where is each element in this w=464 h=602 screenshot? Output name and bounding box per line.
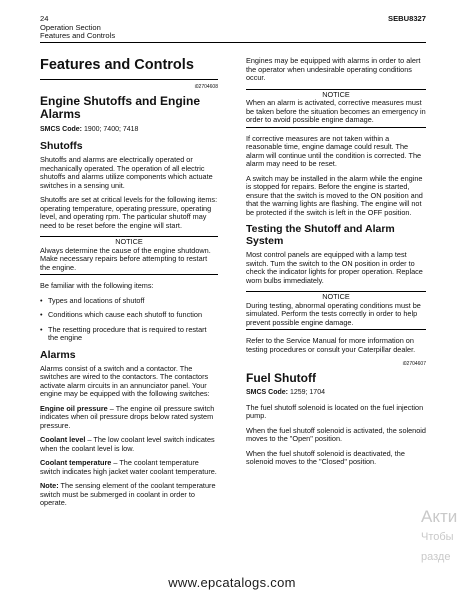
paragraph: When the fuel shutoff solenoid is activated, the solenoid moves to the "Open" position. xyxy=(246,425,426,443)
definition-oil-pressure xyxy=(40,405,218,431)
title-rule xyxy=(40,79,218,80)
paragraph: Be familiar with the following items: xyxy=(40,281,154,290)
activation-watermark xyxy=(421,506,464,567)
paragraph: When the fuel shutoff solenoid is deactivated, the solenoid moves to the "Closed" position. xyxy=(246,448,405,466)
list-item: • Conditions which cause each shutoff to function xyxy=(40,311,218,320)
definition: – The coolant temperature switch indicates high jacket water coolant temperature. xyxy=(40,458,217,476)
header-rule xyxy=(40,42,426,43)
left-column xyxy=(40,57,218,514)
notice-text: Always determine the cause of the engine shutdown. Make necessary repairs before attempting to restart the engine. xyxy=(40,245,211,272)
watermark-line: разде xyxy=(421,551,451,563)
heading-alarms: Alarms xyxy=(40,348,76,361)
paragraph: Refer to the Service Manual for more information on testing procedures or consult your Caterpillar dealer. xyxy=(246,336,416,354)
note-text: The sensing element of the coolant temperature switch must be submerged in coolant in order to operate. xyxy=(40,481,216,507)
notice-box xyxy=(246,89,426,128)
page-number: 24 xyxy=(40,14,49,23)
smcs-label: SMCS Code: xyxy=(246,389,288,396)
notice-title: NOTICE xyxy=(115,237,143,246)
paragraph: Most control panels are equipped with a lamp test switch. Turn the switch to the ON position in order to check the indicator lights for proper operation. Replace worn bulbs immediately. xyxy=(246,250,423,285)
paragraph: The fuel shutoff solenoid is located on the fuel injection pump. xyxy=(246,402,424,420)
definition: – The engine oil pressure switch indicates when oil pressure drops below rated system pressure. xyxy=(40,403,215,430)
note-label: Note: xyxy=(40,481,59,490)
footer-url[interactable]: www.epcatalogs.com xyxy=(168,575,296,590)
page-header xyxy=(40,15,115,41)
watermark-line: Акти xyxy=(421,507,458,526)
notice-title: NOTICE xyxy=(322,292,350,301)
section-title: Operation Section xyxy=(40,22,101,32)
list-item: • The resetting procedure that is required to restart the engine xyxy=(40,326,218,343)
bullet-list xyxy=(40,297,218,343)
notice-box xyxy=(40,236,218,275)
paragraph: Engines may be equipped with alarms in order to alert the operator when undesirable operating conditions occur. xyxy=(246,56,421,82)
ref-code: i02704607 xyxy=(402,361,426,367)
definition-coolant-level xyxy=(40,436,218,453)
list-item: • Types and locations of shutoff xyxy=(40,297,218,306)
heading-shutoffs: Shutoffs xyxy=(40,140,83,152)
right-column xyxy=(246,57,426,473)
paragraph: Alarms consist of a switch and a contactor. The switches are wired to the contactors. The contactors activate alarm circuits in an annunciator panel. Your engine may be equipped with the following switches: xyxy=(40,363,210,398)
watermark-line: Чтобы xyxy=(421,531,454,543)
paragraph: Shutoffs are set at critical levels for the following items: operating temperature, operating pressure, operating level, and operating rpm. The particular shutoff may need to be reset before the engine will start. xyxy=(40,195,218,230)
subsection-title: Features and Controls xyxy=(40,31,116,41)
heading-fuel-shutoff: Fuel Shutoff xyxy=(246,370,316,385)
paragraph: A switch may be installed in the alarm while the engine is stopped for repairs. Before the engine is started, ensure that the switch is moved to the ON position and that the warning lights are flashing. The engine will not be protected if the switch is left in the OFF position. xyxy=(246,173,423,217)
paragraph: Shutoffs and alarms are electrically operated or mechanically operated. The operation of all electric shutoffs and alarms utilize components which actuate switches in a sensing unit. xyxy=(40,155,213,190)
term: Coolant level xyxy=(40,435,86,444)
heading-engine-shutoffs: Engine Shutoffs and Engine Alarms xyxy=(40,93,200,121)
definition-coolant-temperature xyxy=(40,459,218,476)
notice-text: During testing, abnormal operating conditions must be simulated. Perform the tests correctly in order to help prevent possible engine damage. xyxy=(246,300,421,327)
term: Engine oil pressure xyxy=(40,403,108,413)
smcs-code xyxy=(40,126,218,135)
paragraph: If corrective measures are not taken within a reasonable time, engine damage could result. The alarm will continue until the condition is corrected. The alarm may need to be reset. xyxy=(246,133,422,168)
definition: – The low coolant level switch indicates when the coolant level is low. xyxy=(40,435,215,453)
notice-title: NOTICE xyxy=(322,89,350,99)
page-title: Features and Controls xyxy=(40,57,194,73)
note xyxy=(40,482,218,508)
ref-code: i02704608 xyxy=(194,84,218,90)
term: Coolant temperature xyxy=(40,458,112,467)
heading-testing: Testing the Shutoff and Alarm System xyxy=(246,223,395,247)
notice-box xyxy=(246,291,426,330)
smcs-value: 1900; 7400; 7418 xyxy=(83,125,139,133)
smcs-code xyxy=(246,389,426,398)
notice-text: When an alarm is activated, corrective measures must be taken before the situation becomes an emergency in order to avoid possible engine damage. xyxy=(246,98,426,124)
smcs-label: SMCS Code: xyxy=(40,125,82,133)
smcs-value: 1259; 1704 xyxy=(289,389,325,396)
doc-id: SEBU8327 xyxy=(388,14,426,23)
